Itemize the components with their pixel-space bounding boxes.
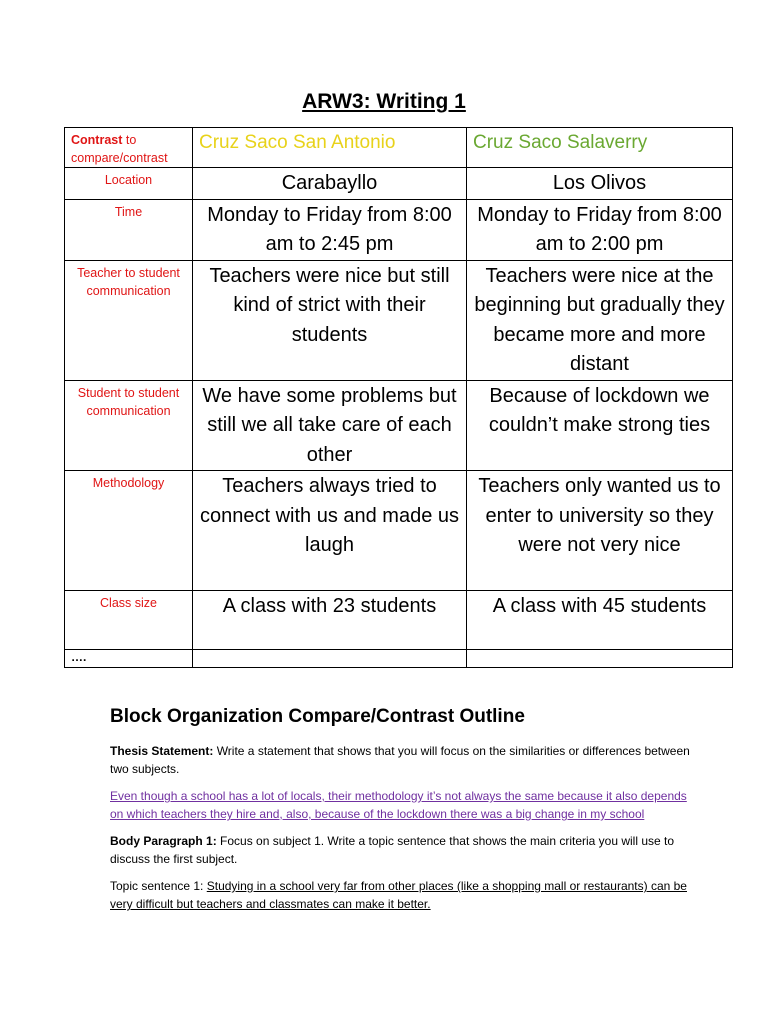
header-school-2: Cruz Saco Salaverry (467, 128, 733, 168)
row-label-ellipsis: …. (65, 650, 193, 668)
table-row (65, 380, 733, 471)
table-row (65, 260, 733, 380)
thesis-label: Thesis Statement: (110, 744, 214, 758)
body1-label: Body Paragraph 1: (110, 834, 217, 848)
cell-school-2: Because of lockdown we couldn’t make strong ties (467, 380, 733, 471)
cell-school-2: Monday to Friday from 8:00 am to 2:00 pm (467, 199, 733, 260)
topic-sentence-1 (110, 877, 690, 913)
thesis-answer: Even though a school has a lot of locals, their methodology it’s not always the same because it also depends on which teachers they hire and, also, because of the lockdown there was a big change in my school (110, 789, 687, 821)
table-row (65, 199, 733, 260)
row-label: Teacher to student communication (65, 260, 193, 380)
table-row (65, 471, 733, 591)
cell-school-1: Teachers always tried to connect with us and made us laugh (193, 471, 467, 591)
compare-table (64, 127, 733, 668)
cell-school-2 (467, 650, 733, 668)
cell-school-2: Teachers only wanted us to enter to university so they were not very nice (467, 471, 733, 591)
row-label: Location (65, 168, 193, 200)
cell-school-1: A class with 23 students (193, 591, 467, 650)
table-row (65, 168, 733, 200)
header-school-1: Cruz Saco San Antonio (193, 128, 467, 168)
table-header-row (65, 128, 733, 168)
cell-school-1 (193, 650, 467, 668)
body1-text: Focus on subject 1. Write a topic sentence that shows the main criteria you will use to discuss the first subject. (110, 834, 675, 866)
outline-section (110, 706, 690, 922)
thesis-text: Write a statement that shows that you will focus on the similarities or differences between two subjects. (110, 744, 690, 776)
cell-school-1: Monday to Friday from 8:00 am to 2:45 pm (193, 199, 467, 260)
cell-school-2: Teachers were nice at the beginning but gradually they became more and more distant (467, 260, 733, 380)
cell-school-2: Los Olivos (467, 168, 733, 200)
row-label: Time (65, 199, 193, 260)
cell-school-1: We have some problems but still we all take care of each other (193, 380, 467, 471)
header-label-rest: to compare/contrast (71, 133, 168, 165)
header-label-cell (65, 128, 193, 168)
page-title: ARW3: Writing 1 (302, 90, 466, 113)
cell-school-1: Teachers were nice but still kind of strict with their students (193, 260, 467, 380)
cell-school-1: Carabayllo (193, 168, 467, 200)
table-row (65, 591, 733, 650)
table-row (65, 650, 733, 668)
header-label-bold: Contrast (71, 133, 123, 147)
row-label: Methodology (65, 471, 193, 591)
outline-heading: Block Organization Compare/Contrast Outline (110, 706, 525, 727)
topic1-label: Topic sentence 1: (110, 879, 204, 893)
topic1-answer: Studying in a school very far from other places (like a shopping mall or restaurants) can be very difficult but teachers and classmates can make it better. (110, 879, 687, 911)
row-label: Class size (65, 591, 193, 650)
cell-school-2: A class with 45 students (467, 591, 733, 650)
row-label: Student to student communication (65, 380, 193, 471)
body-paragraph-1-instruction (110, 832, 690, 868)
thesis-instruction (110, 742, 690, 778)
